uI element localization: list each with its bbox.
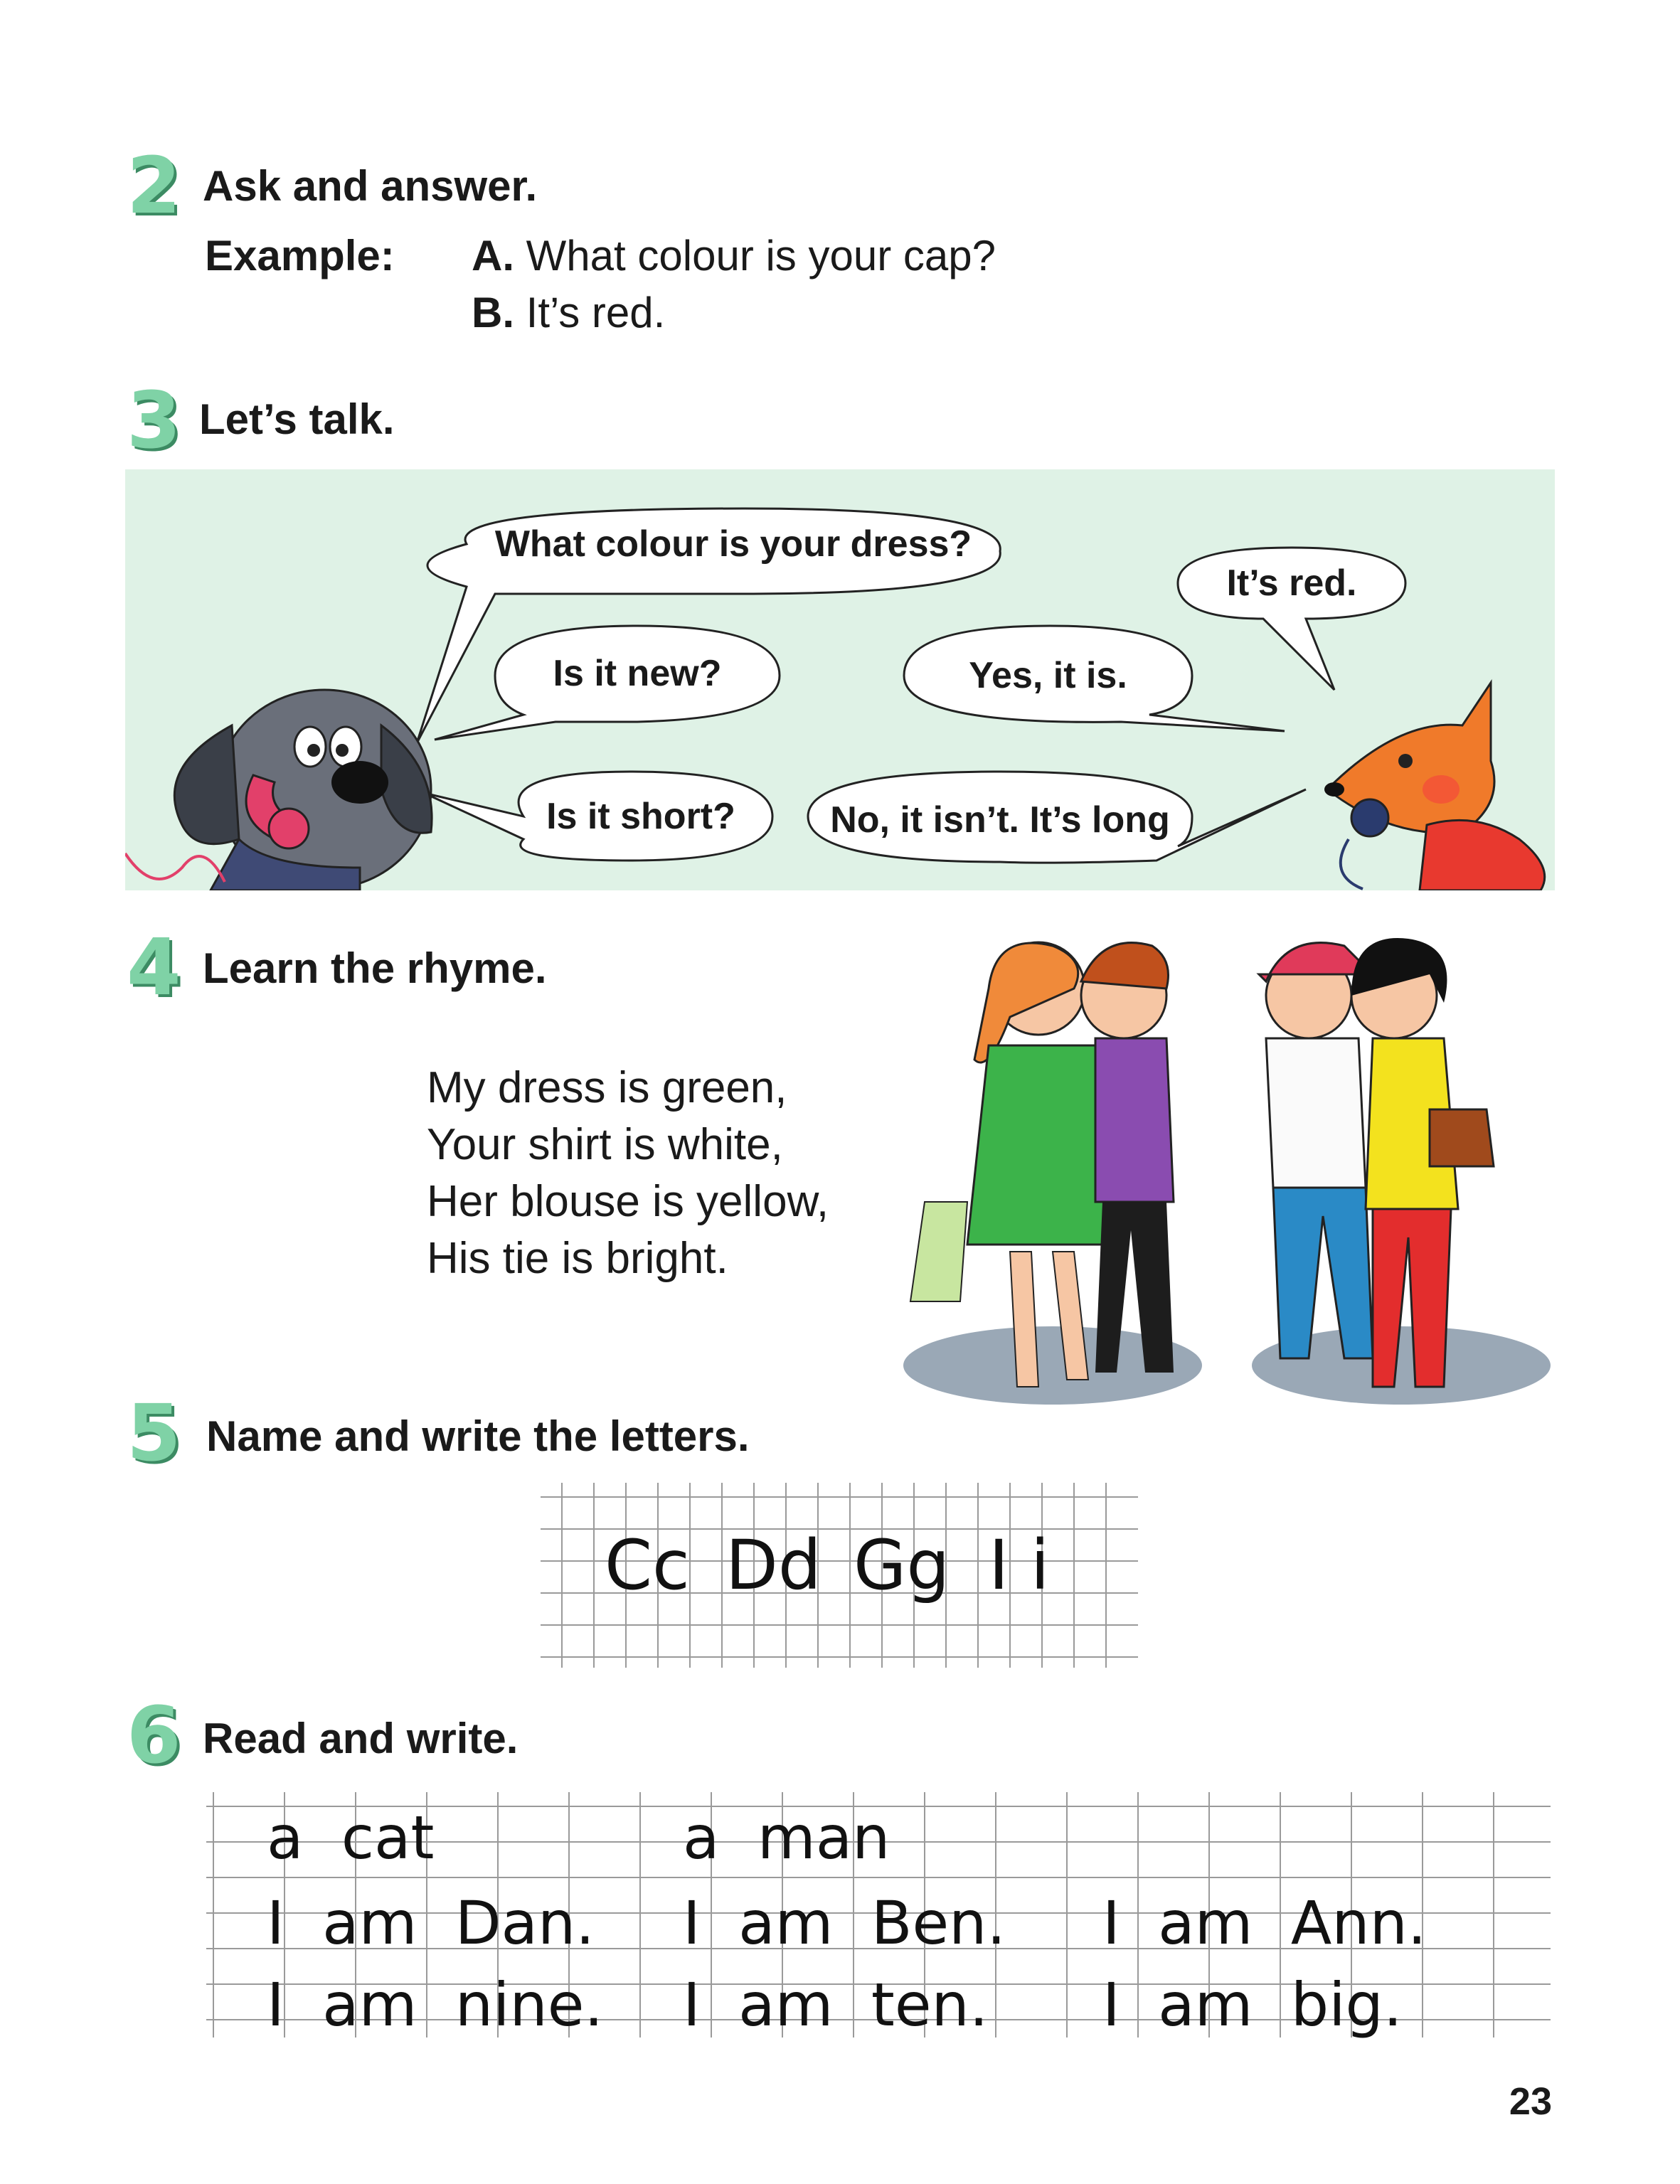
speaker-b-text: It’s red.	[526, 289, 666, 336]
word-a-cat: a cat	[267, 1803, 435, 1873]
exercise-number-5: 5	[127, 1387, 181, 1479]
sentence-i-am-ann: I am Ann.	[1102, 1888, 1427, 1958]
sentence-i-am-ben: I am Ben.	[683, 1888, 1006, 1958]
fox-illustration	[1324, 683, 1545, 890]
bubble-its-red: It’s red.	[1226, 563, 1357, 604]
word-a-man: a man	[683, 1803, 890, 1873]
rhyme-line: His tie is bright.	[427, 1234, 728, 1283]
exercise-number-2: 2	[127, 140, 181, 231]
exercise-number-3: 3	[127, 375, 181, 466]
example-line-b	[472, 289, 666, 336]
children-illustration	[889, 932, 1551, 1444]
sentence-i-am-dan: I am Dan.	[267, 1888, 595, 1958]
exercise-5-title: Name and write the letters.	[206, 1412, 750, 1460]
rhyme-line: Your shirt is white,	[427, 1120, 783, 1169]
speaker-a-text: What colour is your cap?	[526, 232, 996, 279]
example-line-a	[472, 232, 996, 279]
sentence-i-am-nine: I am nine.	[267, 1970, 604, 2040]
sentence-i-am-big: I am big.	[1102, 1970, 1403, 2040]
exercise-3-title: Let’s talk.	[199, 395, 395, 443]
letter-pair-gg: Gg	[854, 1525, 950, 1605]
page-number: 23	[1509, 2080, 1552, 2123]
sentence-i-am-ten: I am ten.	[683, 1970, 989, 2040]
exercise-6-title: Read and write.	[203, 1715, 519, 1762]
exercise-number-4: 4	[127, 922, 181, 1013]
rhyme-line: My dress is green,	[427, 1063, 787, 1112]
exercise-2-title: Ask and answer.	[203, 162, 538, 210]
letter-pair-cc: Cc	[605, 1525, 690, 1605]
dog-illustration	[125, 690, 432, 890]
letter-pair-dd: Dd	[725, 1525, 822, 1605]
bubble-what-colour: What colour is your dress?	[494, 523, 972, 565]
exercise-4-title: Learn the rhyme.	[203, 944, 547, 992]
rhyme-text	[427, 1060, 829, 1287]
bubble-yes-it-is: Yes, it is.	[969, 654, 1127, 696]
speaker-a-label: A.	[472, 232, 514, 279]
example-label: Example:	[205, 232, 395, 279]
exercise-number-6: 6	[127, 1690, 181, 1781]
bubble-no-its-long: No, it isn’t. It’s long	[830, 799, 1170, 841]
letter-pair-ii: I i	[989, 1525, 1050, 1605]
dialogue-scene	[125, 469, 1555, 890]
bubble-is-it-new: Is it new?	[553, 653, 722, 694]
rhyme-line: Her blouse is yellow,	[427, 1177, 829, 1226]
bubble-is-it-short: Is it short?	[546, 795, 735, 837]
speaker-b-label: B.	[472, 289, 514, 336]
